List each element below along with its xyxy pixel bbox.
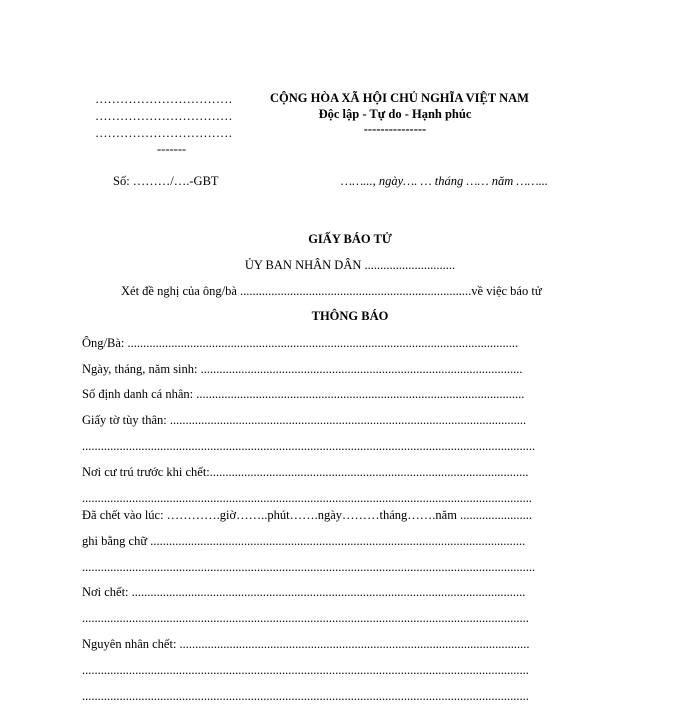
notice-heading: THÔNG BÁO [311, 309, 389, 323]
field-residence: Nơi cư trú trước khi chết:...................................................................................................... [82, 465, 529, 479]
agency-line-1: …………………………… [95, 92, 233, 106]
field-place-of-death-cont: ............................................................................................................................................... [82, 611, 529, 625]
motto-dash: --------------- [363, 122, 427, 136]
motto: Độc lập - Tự do - Hạnh phúc [318, 107, 472, 121]
field-residence-cont: ................................................................................................................................................ [82, 491, 532, 505]
field-time-in-words-cont: ................................................................................................................................................. [82, 560, 536, 574]
agency-dash: ------- [157, 142, 187, 156]
field-identity-document-cont: ................................................................................................................................................. [82, 439, 536, 453]
field-cause-of-death-cont-2: ............................................................................................................................................... [82, 689, 529, 703]
field-birth-date: Ngày, tháng, năm sinh: ....................................................................................................... [82, 362, 523, 376]
field-cause-of-death-cont-1: ............................................................................................................................................... [82, 663, 529, 677]
field-place-of-death: Nơi chết: .............................................................................................................................. [82, 585, 526, 599]
document-date: ……..., ngày…. … tháng …… năm ……... [341, 174, 548, 188]
field-time-of-death: Đã chết vào lúc: ………….giờ……..phút…….ngày………tháng…….năm ....................... [82, 508, 532, 522]
field-cause-of-death: Nguyên nhân chết: ................................................................................................................ [82, 637, 530, 651]
agency-line-2: …………………………… [95, 109, 233, 123]
field-full-name: Ông/Bà: ............................................................................................................................. [82, 336, 519, 350]
agency-line-3: …………………………… [95, 126, 233, 140]
field-identity-document: Giấy tờ tùy thân: .................................................................................................................. [82, 413, 527, 427]
field-personal-id: Số định danh cá nhân: ......................................................................................................... [82, 387, 525, 401]
document-number: Số: ………/….-GBT [113, 174, 219, 188]
field-time-in-words: ghi bằng chữ ........................................................................................................................ [82, 534, 526, 548]
committee-line: ỦY BAN NHÂN DÂN ............................. [244, 258, 456, 272]
document-title: GIẤY BÁO TỬ [308, 232, 392, 246]
proposal-line: Xét đề nghị của ông/bà ..........................................................................về việc báo tử [121, 284, 542, 298]
nation-title: CỘNG HÒA XÃ HỘI CHỦ NGHĨA VIỆT NAM [270, 91, 529, 105]
